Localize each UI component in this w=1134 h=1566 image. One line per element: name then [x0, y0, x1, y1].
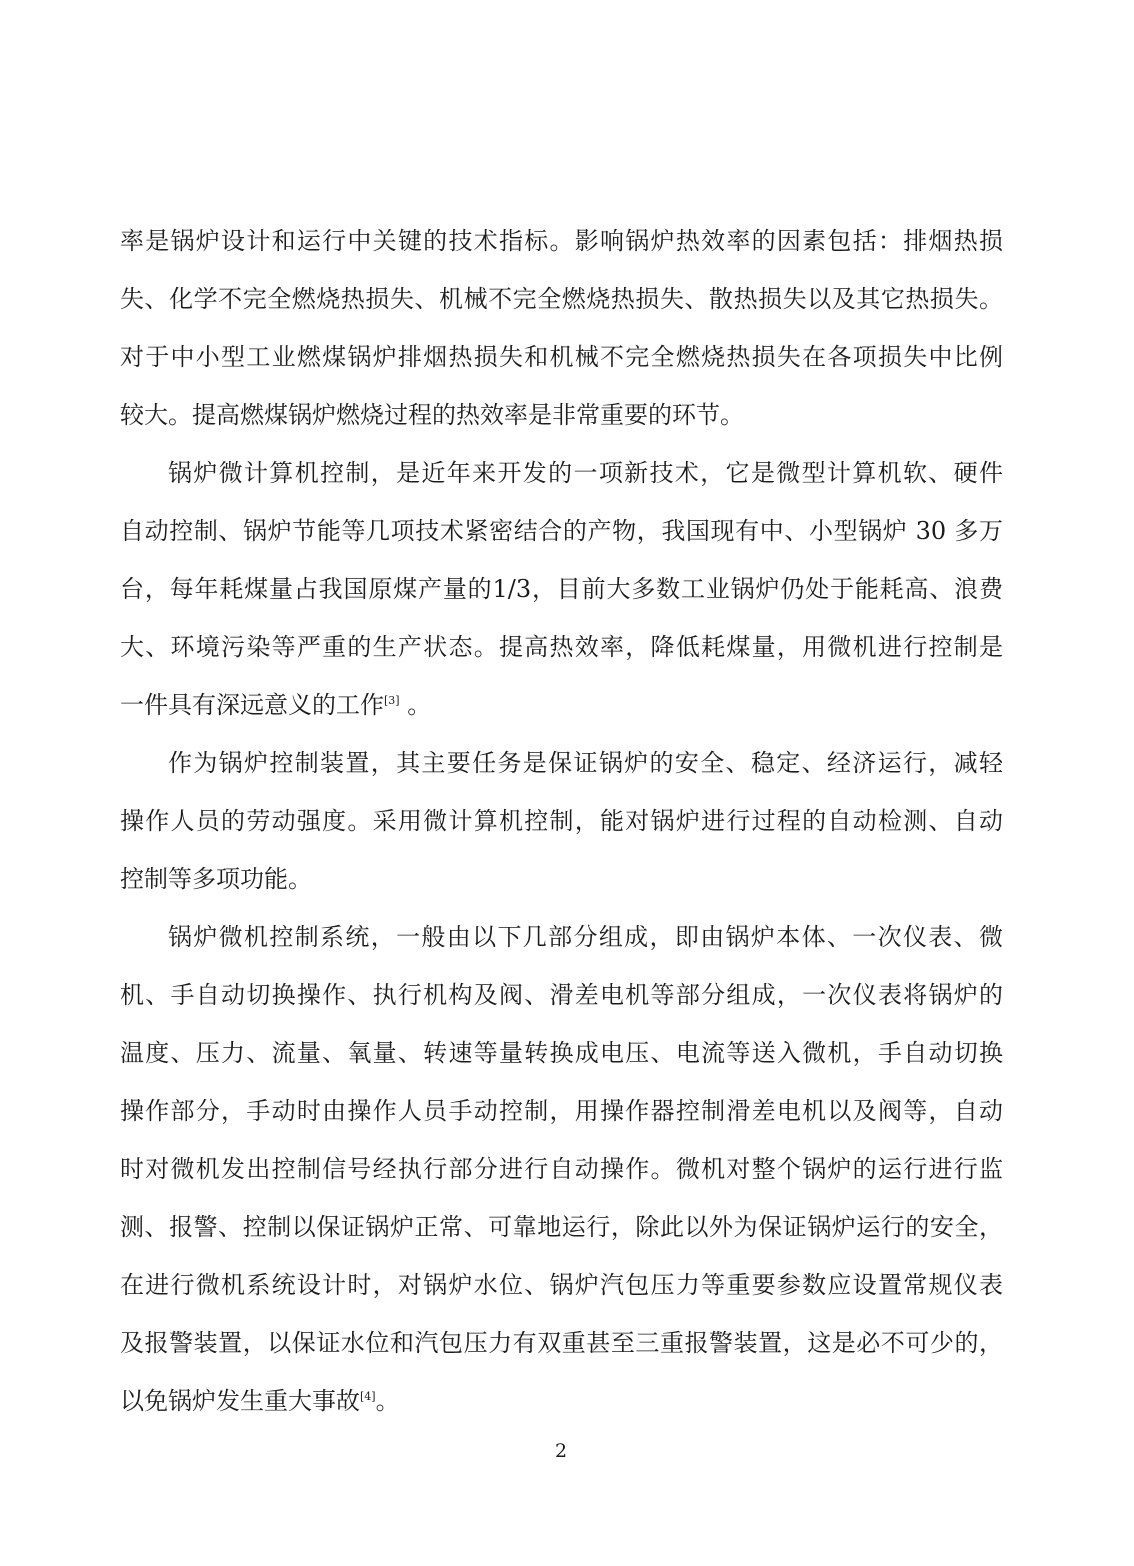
paragraph: [120, 908, 1003, 1430]
page-number: 2: [554, 1440, 568, 1462]
text-line: 对于中小型工业燃煤锅炉排烟热损失和机械不完全燃烧热损失在各项损失中比例: [120, 343, 1003, 371]
paragraph: [120, 212, 1003, 444]
document-body: [120, 212, 1003, 1430]
text-line: 时对微机发出控制信号经执行部分进行自动操作。微机对整个锅炉的运行进行监: [120, 1155, 1003, 1183]
text-line: 台，每年耗煤量占我国原煤产量的1/3，目前大多数工业锅炉仍处于能耗高、浪费: [120, 575, 1003, 603]
text-line: 失、化学不完全燃烧热损失、机械不完全燃烧热损失、散热损失以及其它热损失。: [120, 285, 1003, 313]
text-line: 较大。提高燃煤锅炉燃烧过程的热效率是非常重要的环节。: [120, 401, 744, 429]
text-line: 测、报警、控制以保证锅炉正常、可靠地运行，除此以外为保证锅炉运行的安全，: [120, 1213, 1003, 1241]
line-text: 以免锅炉发生重大事故: [120, 1387, 360, 1415]
text-line: 作为锅炉控制装置，其主要任务是保证锅炉的安全、稳定、经济运行，减轻: [168, 749, 1003, 777]
paragraph: [120, 734, 1003, 908]
paragraph: [120, 444, 1003, 734]
text-line: 控制等多项功能。: [120, 865, 312, 893]
citation-superscript: [4]: [360, 1390, 376, 1403]
line-text: 一件具有深远意义的工作: [120, 691, 384, 719]
text-line: 机、手自动切换操作、执行机构及阀、滑差电机等部分组成，一次仪表将锅炉的: [120, 981, 1003, 1009]
text-line: 大、环境污染等严重的生产状态。提高热效率，降低耗煤量，用微机进行控制是: [120, 633, 1003, 661]
text-line: 在进行微机系统设计时，对锅炉水位、锅炉汽包压力等重要参数应设置常规仪表: [120, 1271, 1003, 1299]
text-line: 锅炉微计算机控制，是近年来开发的一项新技术，它是微型计算机软、硬件: [168, 459, 1003, 487]
text-line: 操作人员的劳动强度。采用微计算机控制，能对锅炉进行过程的自动检测、自动: [120, 807, 1003, 835]
text-line: [120, 676, 1003, 734]
line-ending: 。: [375, 1387, 400, 1415]
text-line: 率是锅炉设计和运行中关键的技术指标。影响锅炉热效率的因素包括：排烟热损: [120, 227, 1003, 255]
text-line: 及报警装置，以保证水位和汽包压力有双重甚至三重报警装置，这是必不可少的，: [120, 1329, 1003, 1357]
text-line: [120, 1372, 1003, 1430]
text-line: 自动控制、锅炉节能等几项技术紧密结合的产物，我国现有中、小型锅炉 30 多万: [120, 517, 1003, 545]
citation-superscript: [3]: [384, 694, 400, 707]
line-ending: 。: [399, 691, 432, 719]
text-line: 锅炉微机控制系统，一般由以下几部分组成，即由锅炉本体、一次仪表、微: [168, 923, 1003, 951]
text-line: 操作部分，手动时由操作人员手动控制，用操作器控制滑差电机以及阀等，自动: [120, 1097, 1003, 1125]
text-line: 温度、压力、流量、氧量、转速等量转换成电压、电流等送入微机，手自动切换: [120, 1039, 1003, 1067]
